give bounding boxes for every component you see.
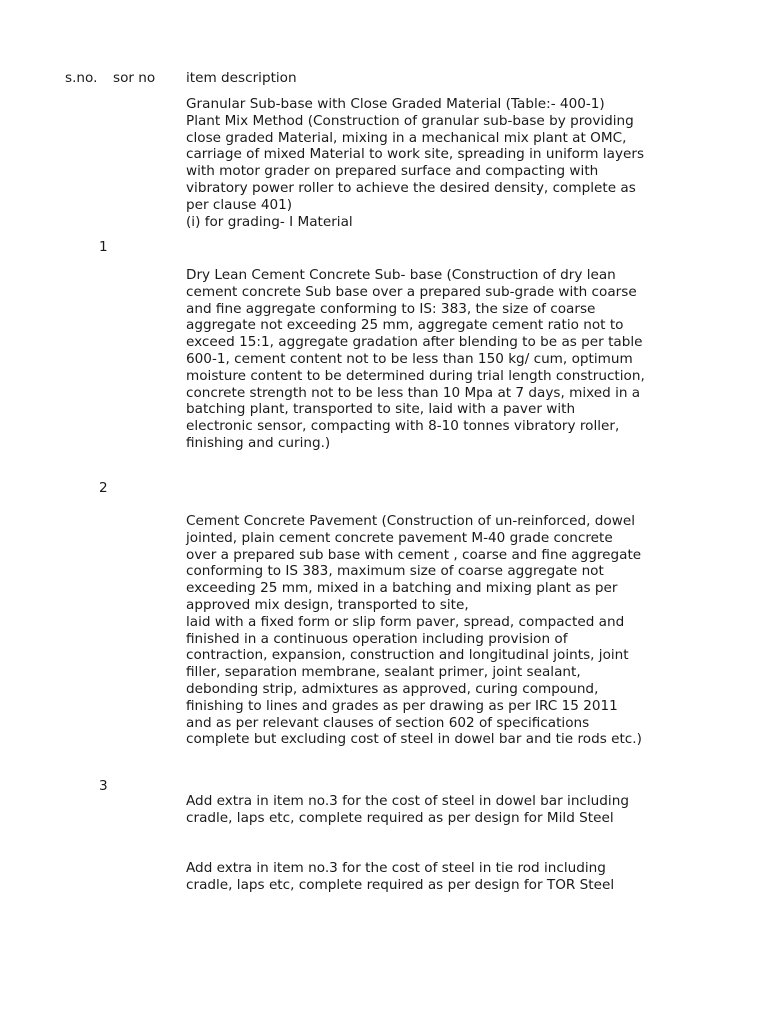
item-text: Granular Sub-base with Close Graded Material (Table:- 400-1) Plant Mix Method (Construction of granular sub-base by providing close graded Material, mixing in a mechanical mix plant at OMC, carriage of mixed Material to work site, spreading in uniform layers with motor grader on prepared surface and compacting with vibratory power roller to achieve the desired density, complete as per clause 401) (i) for grading- I Material	[186, 96, 645, 230]
item-text: Cement Concrete Pavement (Construction of un-reinforced, dowel jointed, plain cement concrete pavement M-40 grade concrete over a prepared sub base with cement , coarse and fine aggregate conforming to IS 383, maximum size of coarse aggregate not exceeding 25 mm, mixed in a batching and mixing plant as per approved mix design, transported to site, laid with a fixed form or slip form paver, spread, compacted and finished in a continuous operation including provision of contraction, expansion, construction and longitudinal joints, joint filler, separation membrane, sealant primer, joint sealant, debonding strip, admixtures as approved, curing compound, finishing to lines and grades as per drawing as per IRC 15 2011 and as per relevant clauses of section 602 of specifications complete but excluding cost of steel in dowel bar and tie rods etc.)	[186, 513, 642, 748]
item-description-granular-sub-base	[186, 96, 646, 230]
item-description-dowel-bar-steel	[186, 793, 646, 827]
item-text: Add extra in item no.3 for the cost of steel in dowel bar including cradle, laps etc, complete required as per design for Mild Steel	[186, 793, 629, 826]
item-description-dry-lean-concrete	[186, 267, 646, 452]
serial-number-2: 2	[99, 480, 108, 496]
item-text: Dry Lean Cement Concrete Sub- base (Construction of dry lean cement concrete Sub base over a prepared sub-grade with coarse and fine aggregate conforming to IS: 383, the size of coarse aggregate not exceeding 25 mm, aggregate cement ratio not to exceed 15:1, aggregate gradation after blending to be as per table 600-1, cement content not to be less than 150 kg/ cum, optimum moisture content to be determined during trial length construction, concrete strength not to be less than 10 Mpa at 7 days, mixed in a batching plant, transported to site, laid with a paver with electronic sensor, compacting with 8-10 tonnes vibratory roller, finishing and curing.)	[186, 267, 645, 451]
column-header-sor-no: sor no	[113, 70, 156, 86]
serial-number-1: 1	[99, 239, 108, 255]
column-header-item-description: item description	[186, 70, 297, 86]
serial-number-3: 3	[99, 778, 108, 794]
item-text: Add extra in item no.3 for the cost of steel in tie rod including cradle, laps etc, complete required as per design for TOR Steel	[186, 860, 615, 893]
item-description-tie-rod-steel	[186, 860, 646, 894]
item-description-cement-concrete-pavement	[186, 513, 646, 748]
column-header-sno: s.no.	[65, 70, 98, 86]
